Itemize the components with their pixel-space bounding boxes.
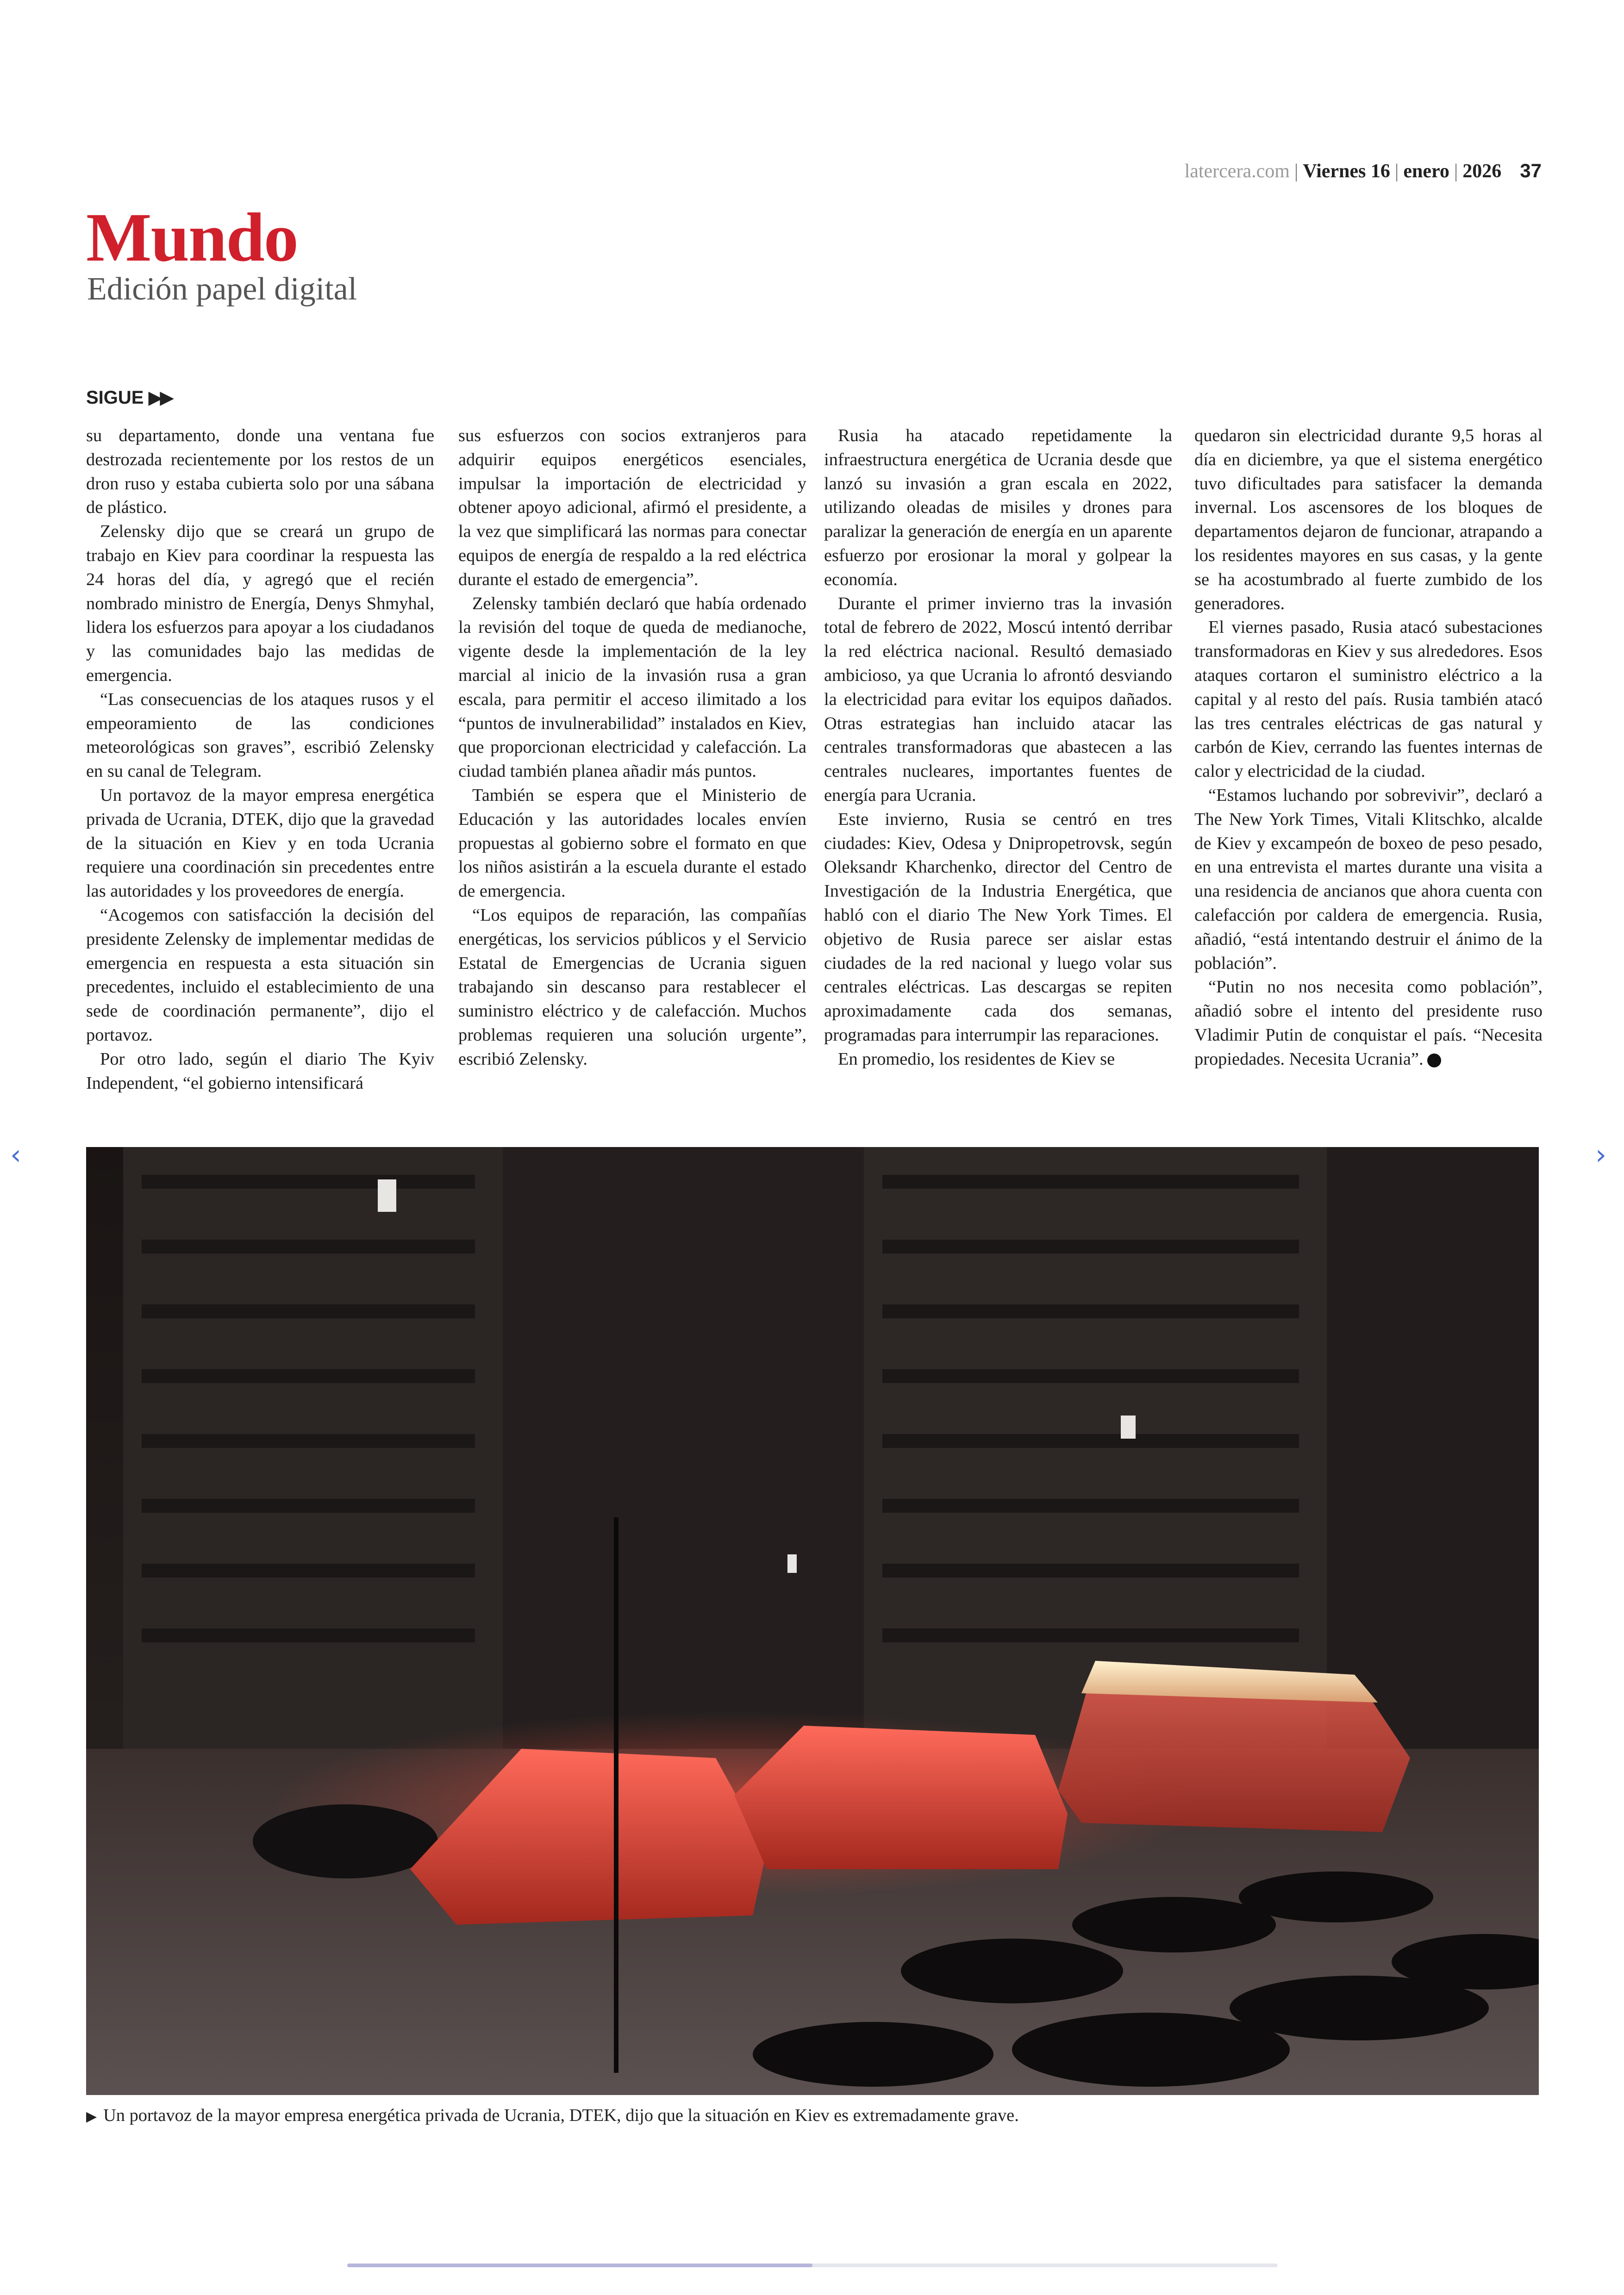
paragraph: Este invierno, Rusia se centró en tres ciudades: Kiev, Odesa y Dnipropetrovsk, según Oleksandr Kharchenko, director del Centro de Investigación de la Industria Energética, que habló con el diario The New York Times. El objetivo de Rusia parece ser aislar estas ciudades de la red nacional y luego volar sus centrales eléctricas. Las descargas se repiten aproximadamente cada dos semanas, programadas para interrumpir las reparaciones. xyxy=(824,809,1172,1045)
masthead-dateline: latercera.com | Viernes 16 | enero | 2026 37 xyxy=(1184,160,1542,182)
edition-day: Viernes 16 xyxy=(1303,161,1390,182)
section-title: Mundo xyxy=(86,199,298,276)
chevron-left-icon[interactable]: ‹ xyxy=(10,1139,21,1171)
paragraph: Por otro lado, según el diario The Kyiv Independent, “el gobierno intensificará xyxy=(86,1049,434,1093)
scrollbar-thumb[interactable] xyxy=(347,2264,812,2267)
edition-year: 2026 xyxy=(1462,161,1502,182)
double-play-arrow-icon: ▶▶ xyxy=(148,387,172,408)
edition-month: enero xyxy=(1403,161,1449,182)
article-column-4 xyxy=(1194,424,1543,1072)
site-name: latercera.com xyxy=(1184,161,1290,182)
continuation-label xyxy=(86,387,171,408)
chevron-right-icon[interactable]: › xyxy=(1595,1139,1606,1171)
paragraph: Zelensky dijo que se creará un grupo de trabajo en Kiev para coordinar la respuesta las 24 horas del día, y agregó que el recién nombrado ministro de Energía, Denys Shmyhal, lidera los esfuerzos para apoyar a los ciudadanos y las comunidades bajo las medidas de emergencia. xyxy=(86,522,434,685)
section-subtitle: Edición papel digital xyxy=(87,271,357,307)
caption-text: Un portavoz de la mayor empresa energética privada de Ucrania, DTEK, dijo que la situación en Kiev es extremadamente grave. xyxy=(103,2106,1019,2125)
page-number: 37 xyxy=(1520,160,1542,181)
paragraph: También se espera que el Ministerio de Educación y las autoridades locales envíen propuestas al gobierno sobre el formato en que los niños asistirán a la escuela durante el estado de emergencia. xyxy=(458,785,806,901)
paragraph: Rusia ha atacado repetidamente la infraestructura energética de Ucrania desde que lanzó su invasión a gran escala en 2022, utilizando oleadas de misiles y drones para paralizar la generación de energía en un aparente esfuerzo por erosionar la moral y golpear la economía. xyxy=(824,426,1172,589)
paragraph-final-text: “Putin no nos necesita como población”, añadió sobre el intento del presidente ruso Vladimir Putin de conquistar el país. “Necesita propiedades. Necesita Ucrania”. xyxy=(1194,977,1543,1069)
paragraph: Un portavoz de la mayor empresa energética privada de Ucrania, DTEK, dijo que la gravedad de la situación en Kiev y en toda Ucrania requiere una coordinación sin precedentes entre las autoridades y los proveedores de energía. xyxy=(86,785,434,901)
night-photo-emergency-tents xyxy=(86,1147,1539,2095)
continuation-text: SIGUE xyxy=(86,387,144,408)
paragraph: “Estamos luchando por sobrevivir”, declaró a The New York Times, Vitali Klitschko, alcalde de Kiev y excampeón de boxeo de peso pesado, en una entrevista el martes durante una visita a una residencia de ancianos que ahora cuenta con calefacción por caldera de emergencia. Rusia, añadió, “está intentando destruir el ánimo de la población”. xyxy=(1194,785,1543,973)
paragraph: “Acogemos con satisfacción la decisión del presidente Zelensky de implementar medidas de emergencia en respuesta a esta situación sin precedentes, incluido el establecimiento de una sede de coordinación permanente”, dijo el portavoz. xyxy=(86,905,434,1045)
article-column-1 xyxy=(86,424,434,1095)
paragraph: sus esfuerzos con socios extranjeros para adquirir equipos energéticos esenciales, impulsar la importación de electricidad y obtener apoyo adicional, afirmó el presidente, a la vez que simplificará las normas para conectar equipos de energía de respaldo a la red eléctrica durante el estado de emergencia”. xyxy=(458,426,806,589)
caption-triangle-icon: ▶ xyxy=(86,2108,97,2125)
paragraph: su departamento, donde una ventana fue destrozada recientemente por los restos de un dron ruso y estaba cubierta solo por una sábana de plástico. xyxy=(86,426,434,518)
paragraph: quedaron sin electricidad durante 9,5 horas al día en diciembre, ya que el sistema energético tuvo dificultades para satisfacer la demanda invernal. Los ascensores de los bloques de departamentos dejaron de funcionar, atrapando a los residentes mayores en sus casas, y la gente se ha acostumbrado al fuerte zumbido de los generadores. xyxy=(1194,426,1543,613)
paragraph: Durante el primer invierno tras la invasión total de febrero de 2022, Moscú intentó derribar la red eléctrica nacional. Resultó demasiado ambicioso, ya que Ucrania lo afrontó desviando la electricidad para evitar los equipos dañados. Otras estrategias han incluido atacar las centrales transformadoras que abastecen a las centrales nucleares, importantes fuentes de energía para Ucrania. xyxy=(824,593,1172,805)
article-photo xyxy=(86,1147,1539,2095)
page-scrollbar[interactable] xyxy=(347,2264,1278,2267)
paragraph: En promedio, los residentes de Kiev se xyxy=(838,1049,1115,1069)
paragraph: “Las consecuencias de los ataques rusos y el empeoramiento de las condiciones meteorológicas son graves”, escribió Zelensky en su canal de Telegram. xyxy=(86,689,434,781)
paragraph: Zelensky también declaró que había ordenado la revisión del toque de queda de medianoche, vigente desde la implementación de la ley marcial al inicio de la invasión rusa a gran escala, para permitir el acceso ilimitado a los “puntos de invulnerabilidad” instalados en Kiev, que proporcionan electricidad y calefacción. La ciudad también planea añadir más puntos. xyxy=(458,593,806,781)
photo-caption xyxy=(86,2105,1539,2126)
paragraph-final xyxy=(1194,975,1543,1071)
article-column-2 xyxy=(458,424,806,1072)
end-of-article-icon xyxy=(1427,1054,1441,1067)
article-column-3 xyxy=(824,424,1172,1072)
paragraph: “Los equipos de reparación, las compañías energéticas, los servicios públicos y el Servicio Estatal de Emergencias de Ucrania siguen trabajando sin descanso para restablecer el suministro eléctrico y de calefacción. Muchos problemas requieren una solución urgente”, escribió Zelensky. xyxy=(458,905,806,1069)
paragraph: El viernes pasado, Rusia atacó subestaciones transformadoras en Kiev y sus alrededores. Esos ataques cortaron el suministro eléctrico a la capital y al resto del país. Rusia también atacó las tres centrales eléctricas de gas natural y carbón de Kiev, cerrando las fuentes internas de calor y electricidad de la ciudad. xyxy=(1194,617,1543,781)
